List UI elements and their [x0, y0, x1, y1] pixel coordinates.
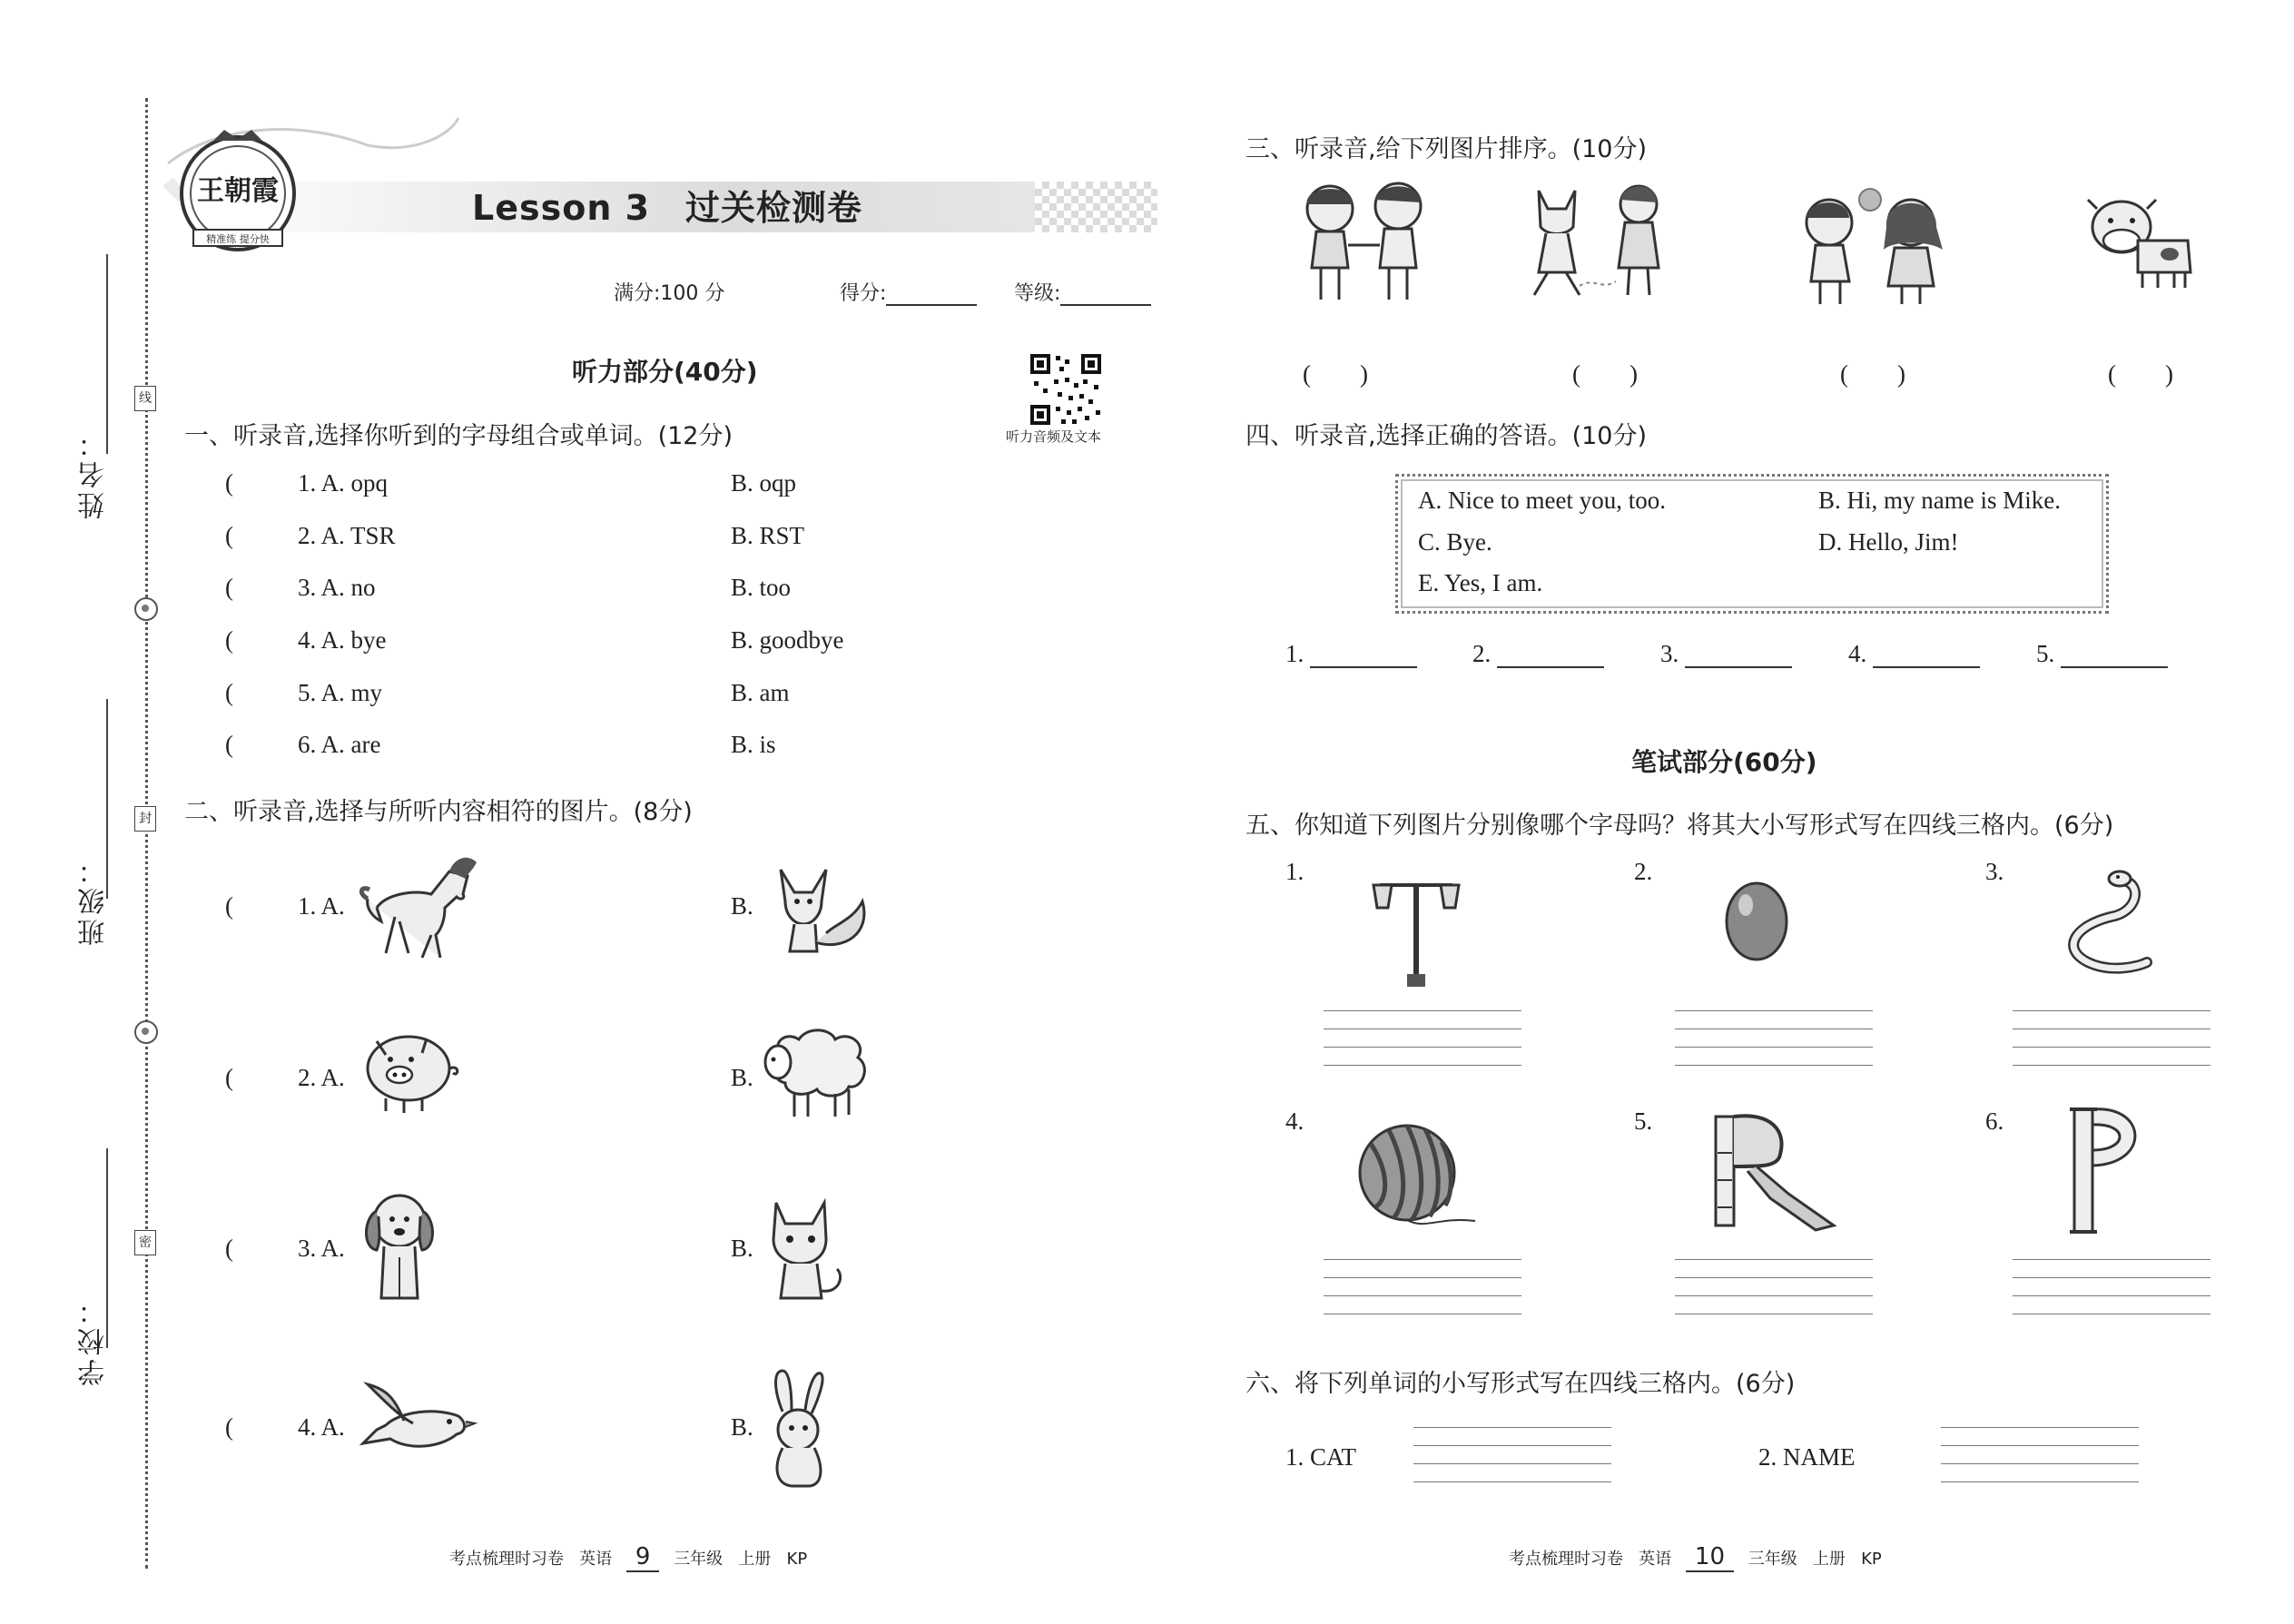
pig-icon[interactable] — [359, 1019, 468, 1118]
dog-icon[interactable] — [359, 1185, 449, 1307]
q6-option-b[interactable]: B. is — [731, 731, 776, 758]
grade-blank[interactable] — [1060, 282, 1151, 306]
seal-mark-xian: 线 — [134, 386, 156, 411]
pic-q3-option-b[interactable]: B. — [731, 1235, 753, 1262]
logo — [177, 123, 300, 259]
snake-icon — [2038, 862, 2156, 985]
cut-line — [145, 98, 148, 1569]
q1-option-b[interactable]: B. oqp — [731, 469, 797, 497]
word-grid-1[interactable] — [1413, 1427, 1611, 1481]
pic-q4-option-b[interactable]: B. — [731, 1413, 753, 1441]
letter-item-6-num: 6. — [1985, 1107, 2004, 1135]
q2-option-b[interactable]: B. RST — [731, 522, 805, 549]
section-5-title: 五、你知道下列图片分别像哪个字母吗？将其大小写形式写在四线三格内。(6分) — [1245, 812, 2114, 840]
pic-q3-row: ( 3. A. — [225, 1235, 345, 1262]
writing-grid-3[interactable] — [2013, 1010, 2210, 1065]
pic-q2-row: ( 2. A. — [225, 1064, 345, 1091]
answer-option-d: D. Hello, Jim! — [1818, 528, 1959, 556]
letter-item-4-num: 4. — [1285, 1107, 1305, 1135]
checker-decoration — [1035, 182, 1157, 232]
logo-subtext: 精准练 提分快 — [206, 233, 270, 245]
answer-option-e: E. Yes, I am. — [1418, 569, 1543, 596]
page-number-left: 9 — [626, 1543, 660, 1572]
answer-option-b: B. Hi, my name is Mike. — [1818, 487, 2061, 514]
qr-caption: 听力音频及文本 — [1006, 428, 1102, 445]
bird-icon[interactable] — [359, 1380, 477, 1462]
section-6-title: 六、将下列单词的小写形式写在四线三格内。(6分) — [1245, 1370, 1796, 1398]
section-4-title: 四、听录音,选择正确的答语。(10分) — [1245, 422, 1648, 450]
word-grid-2[interactable] — [1941, 1427, 2139, 1481]
q1-row: ( 1. A. opq — [225, 469, 389, 497]
page-title: Lesson 3 过关检测卷 — [472, 188, 863, 228]
fox-and-girl-walking-icon — [1511, 177, 1684, 304]
order-blank-1[interactable]: ( ) — [1303, 360, 1368, 388]
pipe-p-icon — [2056, 1100, 2156, 1236]
score-field: 得分: — [840, 278, 977, 306]
grade-field: 等级: — [1014, 278, 1151, 306]
listening-heading: 听力部分(40分) — [572, 357, 758, 387]
rabbit-icon[interactable] — [755, 1366, 842, 1493]
writing-heading: 笔试部分(60分) — [1631, 747, 1817, 777]
binding-knot — [134, 597, 158, 621]
binding-knot — [134, 1020, 158, 1044]
q5-row: ( 5. A. my — [225, 679, 383, 706]
pic-q4-row: ( 4. A. — [225, 1413, 345, 1441]
q3-option-b[interactable]: B. too — [731, 574, 792, 601]
streetlamp-icon — [1366, 867, 1466, 989]
writing-grid-6[interactable] — [2013, 1259, 2210, 1314]
egg-icon — [1720, 876, 1793, 967]
answer-option-c: C. Bye. — [1418, 528, 1492, 556]
kids-sunny-day-icon — [1793, 186, 1952, 309]
class-label: 班级： — [78, 853, 110, 946]
seal-mark-feng: 封 — [134, 806, 156, 832]
slide-icon — [1707, 1107, 1843, 1235]
section-3-title: 三、听录音,给下列图片排序。(10分) — [1245, 135, 1648, 163]
order-blank-2[interactable]: ( ) — [1572, 360, 1638, 388]
score-blank[interactable] — [886, 282, 977, 306]
logo-text: 王朝霞 — [197, 175, 279, 207]
q6-row: ( 6. A. are — [225, 731, 381, 758]
footer-right: 考点梳理时习卷 英语 10 三年级 上册 KP — [1509, 1543, 1882, 1570]
q4-row: ( 4. A. bye — [225, 626, 387, 654]
section-2-title: 二、听录音,选择与所听内容相符的图片。(8分) — [184, 798, 693, 826]
full-score: 满分:100 分 — [614, 282, 725, 305]
writing-grid-5[interactable] — [1675, 1259, 1873, 1314]
cow-icon — [2074, 186, 2197, 295]
section-1-title: 一、听录音,选择你听到的字母组合或单词。(12分) — [184, 422, 733, 450]
seal-mark-mi: 密 — [134, 1230, 156, 1255]
q4-option-b[interactable]: B. goodbye — [731, 626, 844, 654]
answer-blank-4[interactable]: 4. — [1848, 640, 1980, 668]
cat-icon[interactable] — [753, 1189, 853, 1307]
pic-q2-option-b[interactable]: B. — [731, 1064, 753, 1091]
answer-blank-5[interactable]: 5. — [2036, 640, 2168, 668]
page-number-right: 10 — [1686, 1543, 1734, 1572]
q3-row: ( 3. A. no — [225, 574, 376, 601]
watermelon-icon — [1353, 1117, 1480, 1244]
qr-code[interactable] — [1029, 352, 1103, 427]
writing-grid-2[interactable] — [1675, 1010, 1873, 1065]
answer-blank-1[interactable]: 1. — [1285, 640, 1417, 668]
kids-greeting-icon — [1289, 177, 1443, 304]
order-blank-3[interactable]: ( ) — [1840, 360, 1905, 388]
class-line[interactable] — [106, 699, 108, 899]
fox-icon[interactable] — [763, 851, 881, 960]
letter-item-1-num: 1. — [1285, 858, 1305, 885]
writing-grid-1[interactable] — [1324, 1010, 1521, 1065]
q5-option-b[interactable]: B. am — [731, 679, 790, 706]
answer-option-a: A. Nice to meet you, too. — [1418, 487, 1666, 514]
name-line[interactable] — [106, 254, 108, 454]
school-label: 学校： — [78, 1294, 110, 1386]
sheep-icon[interactable] — [758, 1021, 881, 1121]
word-item-1: 1. CAT — [1285, 1443, 1357, 1471]
school-line[interactable] — [106, 1148, 108, 1348]
letter-item-3-num: 3. — [1985, 858, 2004, 885]
pic-q1-row: ( 1. A. — [225, 892, 345, 920]
writing-grid-4[interactable] — [1324, 1259, 1521, 1314]
footer-left: 考点梳理时习卷 英语 9 三年级 上册 KP — [449, 1543, 808, 1570]
letter-item-5-num: 5. — [1634, 1107, 1653, 1135]
pic-q1-option-b[interactable]: B. — [731, 892, 753, 920]
answer-blank-3[interactable]: 3. — [1660, 640, 1792, 668]
horse-icon[interactable] — [359, 844, 486, 967]
name-label: 姓名： — [78, 427, 110, 519]
answer-blank-2[interactable]: 2. — [1472, 640, 1604, 668]
letter-item-2-num: 2. — [1634, 858, 1653, 885]
order-blank-4[interactable]: ( ) — [2108, 360, 2173, 388]
q2-row: ( 2. A. TSR — [225, 522, 396, 549]
word-item-2: 2. NAME — [1758, 1443, 1856, 1471]
